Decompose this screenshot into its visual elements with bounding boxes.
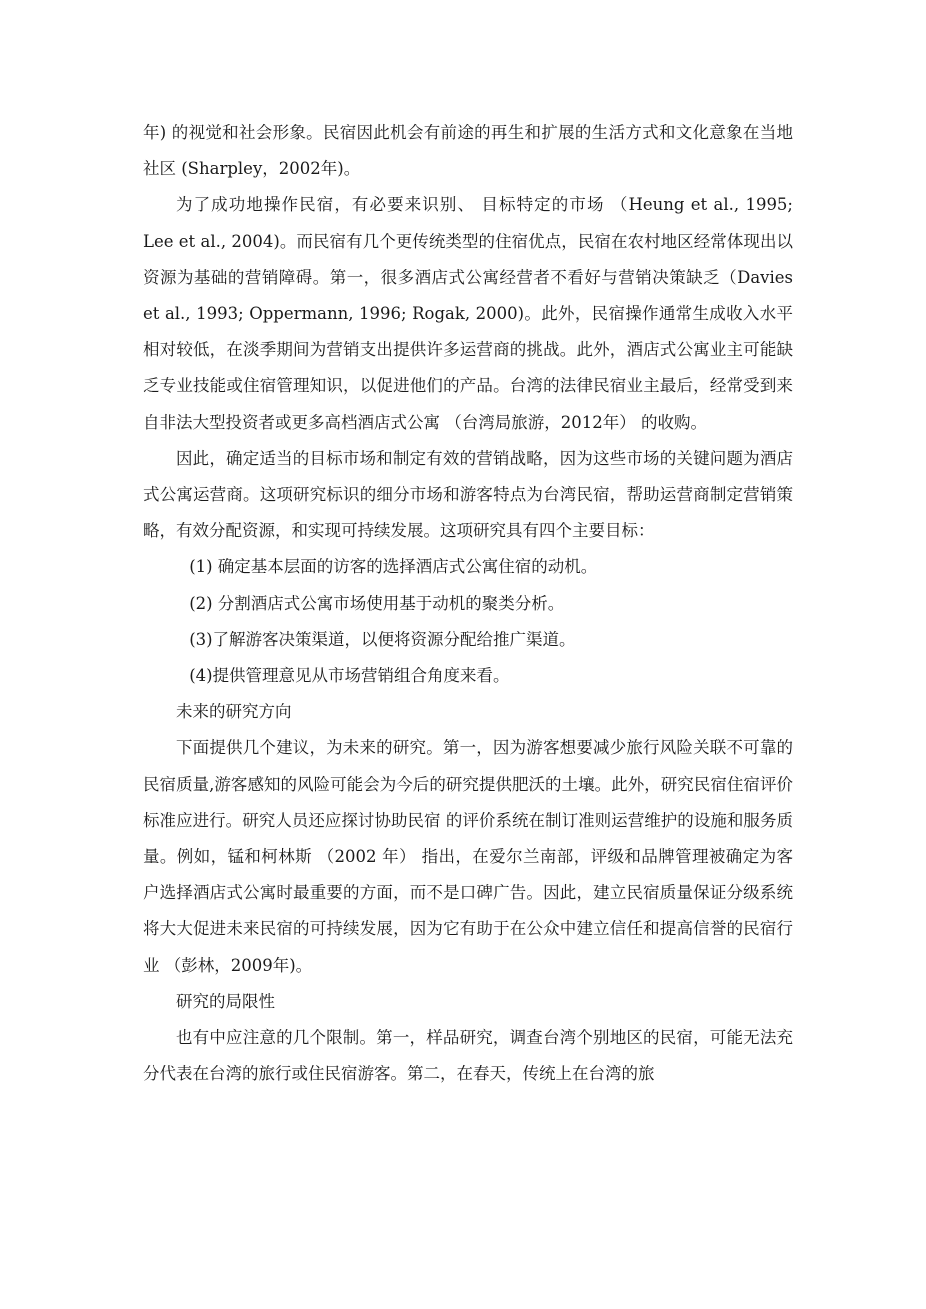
paragraph-future-research: 下面提供几个建议，为未来的研究。第一，因为游客想要减少旅行风险关联不可靠的民宿质量,游客感知的风险可能会为今后的研究提供肥沃的土壤。此外，研究民宿住宿评价标准应进行。研究人员还应探讨协助民宿 的评价系统在制订准则运营维护的设施和服务质量。例如，锰和柯林斯 （2002 年） 指出，在爱尔兰南部，评级和品牌管理被确定为客户选择酒店式公寓时最重要的方面，而不是口碑广告。因此，建立民宿质量保证分级系统将大大促进未来民宿的可持续发展，因为它有助于在公众中建立信任和提高信誉的民宿行业 （彭林，2009年)。 bbox=[143, 738, 793, 975]
document-body bbox=[143, 115, 793, 1092]
section-heading-limitations: 研究的局限性 bbox=[176, 991, 275, 1011]
objective-item-1: (1) 确定基本层面的访客的选择酒店式公寓住宿的动机。 bbox=[189, 557, 598, 577]
objective-item-2: (2) 分割酒店式公寓市场使用基于动机的聚类分析。 bbox=[189, 593, 565, 613]
paragraph-continuation: 年) 的视觉和社会形象。民宿因此机会有前途的再生和扩展的生活方式和文化意象在当地社区 (Sharpley，2002年)。 bbox=[143, 123, 793, 179]
paragraph-marketing-challenges: 为了成功地操作民宿，有必要来识别、 目标特定的市场 （Heung et al., 1995; Lee et al., 2004)。而民宿有几个更传统类型的住宿优点，民宿在农村地区经常体现出以资源为基础的营销障碍。第一，很多酒店式公寓经营者不看好与营销决策缺乏（Davies et al., 1993; Oppermann, 1996; Rogak, 2000)。此外，民宿操作通常生成收入水平相对较低，在淡季期间为营销支出提供许多运营商的挑战。此外，酒店式公寓业主可能缺乏专业技能或住宿管理知识，以促进他们的产品。台湾的法律民宿业主最后，经常受到来自非法大型投资者或更多高档酒店式公寓 （台湾局旅游，2012年） 的收购。 bbox=[143, 195, 793, 432]
objective-item-4: (4)提供管理意见从市场营销组合角度来看。 bbox=[189, 666, 510, 686]
paragraph-research-objectives: 因此，确定适当的目标市场和制定有效的营销战略，因为这些市场的关键问题为酒店式公寓运营商。这项研究标识的细分市场和游客特点为台湾民宿，帮助运营商制定营销策略，有效分配资源，和实现可持续发展。这项研究具有四个主要目标： bbox=[143, 448, 793, 541]
paragraph-limitations: 也有中应注意的几个限制。第一，样品研究，调查台湾个别地区的民宿，可能无法充分代表在台湾的旅行或住民宿游客。第二，在春天，传统上在台湾的旅 bbox=[143, 1028, 793, 1084]
section-heading-future-research: 未来的研究方向 bbox=[176, 702, 292, 722]
objective-item-3: (3)了解游客决策渠道，以便将资源分配给推广渠道。 bbox=[189, 629, 576, 649]
